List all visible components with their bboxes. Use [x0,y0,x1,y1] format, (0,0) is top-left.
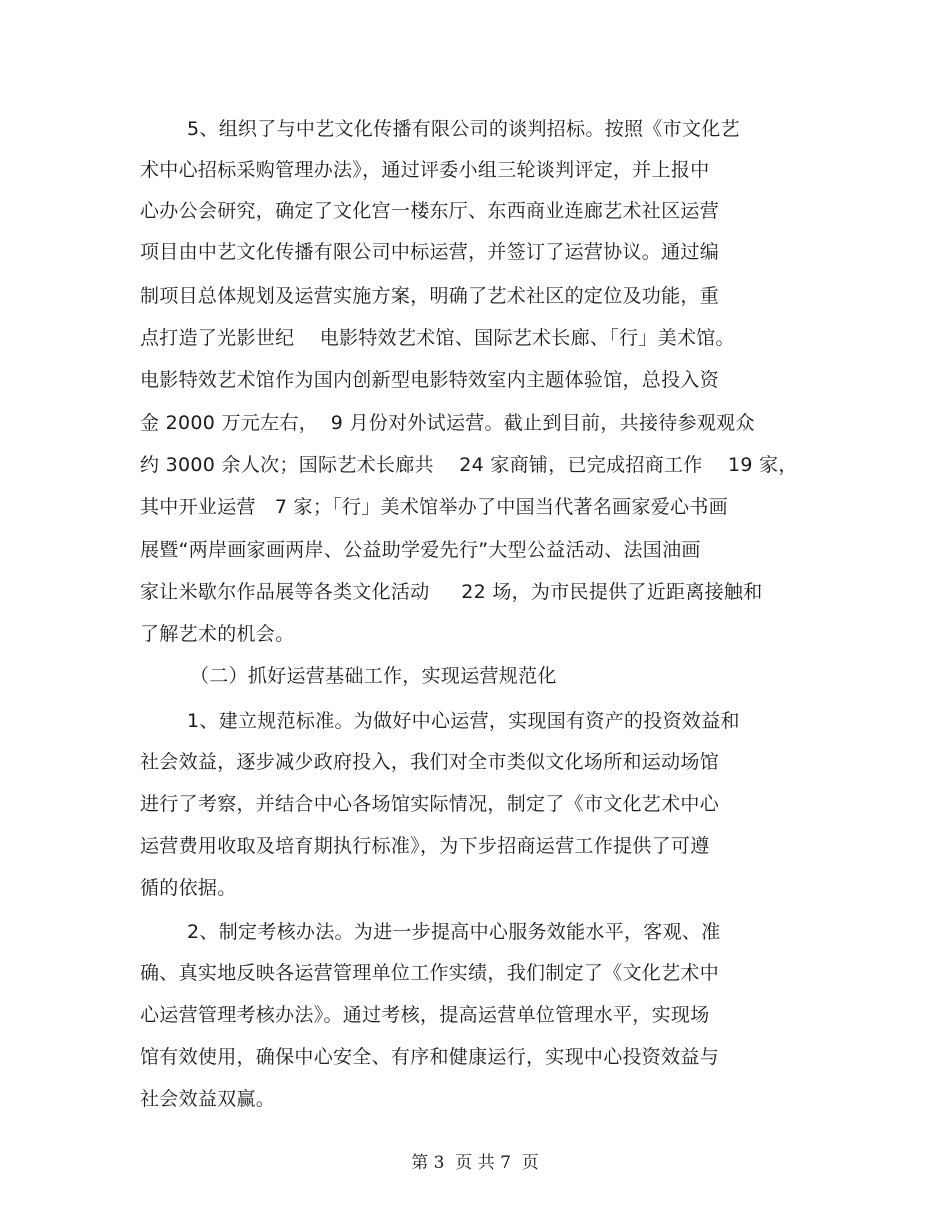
paragraph-1-line-1: 1、建立规范标准。为做好中心运营，实现国有资产的投资效益和 [187,710,740,732]
paragraph-5-line-12: 家让米歇尔作品展等各类文化活动 22 场，为市民提供了近距离接触和 [140,581,763,603]
paragraph-5-line-4: 项目由中艺文化传播有限公司中标运营，并签订了运营协议。通过编 [140,241,720,263]
paragraph-5-line-13: 了解艺术的机会。 [140,623,295,645]
paragraph-2-line-1: 2、制定考核办法。为进一步提高中心服务效能水平，客观、准 [187,921,721,943]
paragraph-1-line-2: 社会效益，逐步减少政府投入，我们对全市类似文化场所和运动场馆 [140,751,720,773]
paragraph-2-line-5: 社会效益双赢。 [140,1088,276,1110]
paragraph-5-line-2: 术中心招标采购管理办法》，通过评委小组三轮谈判评定，并上报中 [140,159,710,181]
paragraph-2-line-4: 馆有效使用，确保中心安全、有序和健康运行，实现中心投资效益与 [140,1046,720,1068]
paragraph-1-line-5: 循的依据。 [140,877,237,899]
paragraph-2-line-2: 确、真实地反映各运营管理单位工作实绩，我们制定了《文化艺术中 [140,962,720,984]
paragraph-2-line-3: 心运营管理考核办法》。通过考核，提高运营单位管理水平，实现场 [140,1004,710,1026]
paragraph-1-line-4: 运营费用收取及培育期执行标准》，为下步招商运营工作提供了可遵 [140,835,710,857]
paragraph-5-line-3: 心办公会研究，确定了文化宫一楼东厅、东西商业连廊艺术社区运营 [140,200,720,222]
paragraph-5-line-10: 其中开业运营 7 家；「行」美术馆举办了中国当代著名画家爱心书画 [140,496,728,518]
section-heading-2: （二）抓好运营基础工作，实现运营规范化 [190,665,557,687]
paragraph-5-line-11: 展暨“两岸画家画两岸、公益助学爱先行”大型公益活动、法国油画 [140,539,701,561]
paragraph-1-line-3: 进行了考察，并结合中心各场馆实际情况，制定了《市文化艺术中心 [140,793,720,815]
paragraph-5-line-5: 制项目总体规划及运营实施方案，明确了艺术社区的定位及功能，重 [140,285,720,307]
paragraph-5-line-1: 5、组织了与中艺文化传播有限公司的谈判招标。按照《市文化艺 [187,118,740,140]
paragraph-5-line-8: 金 2000 万元左右， 9 月份对外试运营。截止到目前，共接待参观观众 [140,412,755,434]
paragraph-5-line-6: 点打造了光影世纪 电影特效艺术馆、国际艺术长廊、「行」美术馆。 [140,327,735,349]
paragraph-5-line-7: 电影特效艺术馆作为国内创新型电影特效室内主题体验馆，总投入资 [140,369,720,391]
paragraph-5-line-9: 约 3000 余人次；国际艺术长廊共 24 家商铺，已完成招商工作 19 家， [140,454,798,476]
page-number-footer: 第 3 页 共 7 页 [411,1153,539,1173]
